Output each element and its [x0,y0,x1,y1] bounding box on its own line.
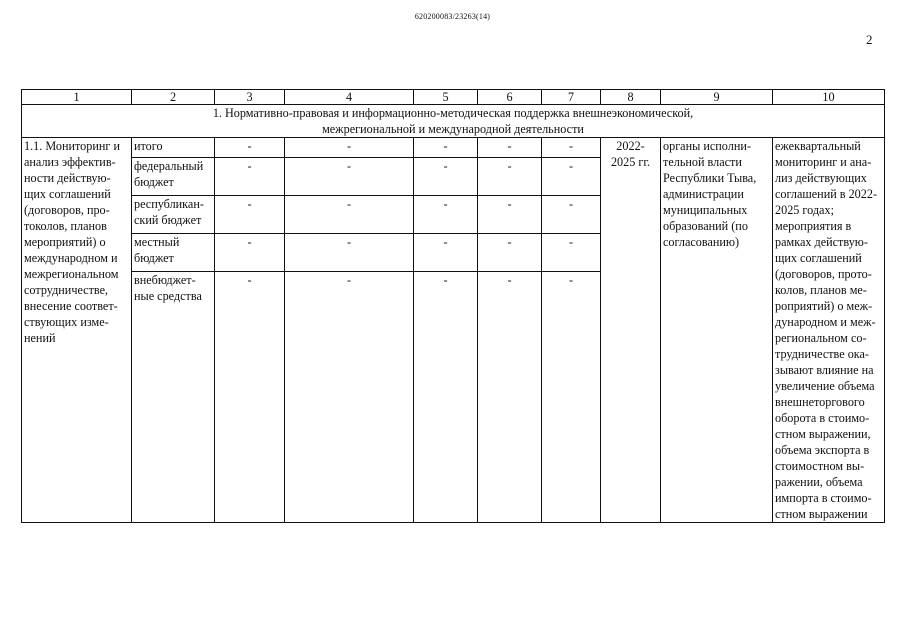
funding-source: внебюджет- ные средства [132,272,215,523]
column-number-row [22,90,885,105]
funding-value: - [215,233,285,271]
section-title: 1. Нормативно-правовая и информационно-методическая поддержка внешнеэкономической, межрегиональной и международной деятельности [22,105,885,138]
executors: органы исполни- тельной власти Республики Тыва, администрации муниципальных образований (по согласованию) [661,138,773,523]
funding-value: - [414,233,478,271]
funding-source: итого [132,138,215,158]
document-id: 620200083/23263(14) [414,12,491,21]
funding-value: - [285,272,414,523]
funding-value: - [414,272,478,523]
page-number: 2 [866,32,873,47]
col-num-1: 1 [22,90,132,105]
funding-value: - [215,195,285,233]
funding-source: местный бюджет [132,233,215,271]
col-num-3: 3 [215,90,285,105]
funding-value: - [542,195,601,233]
funding-value: - [414,195,478,233]
funding-value: - [478,157,542,195]
funding-row-total [22,138,885,158]
funding-value: - [285,157,414,195]
funding-value: - [215,272,285,523]
funding-value: - [215,138,285,158]
col-num-8: 8 [601,90,661,105]
funding-value: - [478,195,542,233]
funding-source: республикан- ский бюджет [132,195,215,233]
col-num-7: 7 [542,90,601,105]
funding-value: - [414,138,478,158]
section-row [22,105,885,138]
funding-value: - [215,157,285,195]
funding-value: - [285,138,414,158]
funding-value: - [542,138,601,158]
col-num-2: 2 [132,90,215,105]
col-num-4: 4 [285,90,414,105]
funding-value: - [478,138,542,158]
implementation-period: 2022- 2025 гг. [601,138,661,523]
col-num-10: 10 [773,90,885,105]
funding-value: - [414,157,478,195]
expected-result: ежеквартальный мониторинг и ана- лиз действующих соглашений в 2022- 2025 годах; мероприятия в рамках действую- щих соглашений (договоров, прото- колов, планов ме- роприятий) о меж- дународном и меж- региональном со- трудничестве ока- зывают влияние на увеличение объема внешнеторгового оборота в стоимо- стном выражении, объема экспорта в стоимостном вы- ражении, объема импорта в стоимо- стном выражении [773,138,885,523]
col-num-9: 9 [661,90,773,105]
funding-value: - [542,233,601,271]
funding-value: - [285,233,414,271]
funding-value: - [478,272,542,523]
funding-source: федеральный бюджет [132,157,215,195]
measures-table [21,89,885,523]
col-num-5: 5 [414,90,478,105]
funding-value: - [478,233,542,271]
funding-value: - [542,272,601,523]
col-num-6: 6 [478,90,542,105]
funding-value: - [542,157,601,195]
funding-value: - [285,195,414,233]
measure-name: 1.1. Мониторинг и анализ эффектив- ности действую- щих соглашений (договоров, про- токолов, планов мероприятий) о международном и межрегиональном сотрудничестве, внесение соответ- ствующих изме- нений [22,138,132,523]
